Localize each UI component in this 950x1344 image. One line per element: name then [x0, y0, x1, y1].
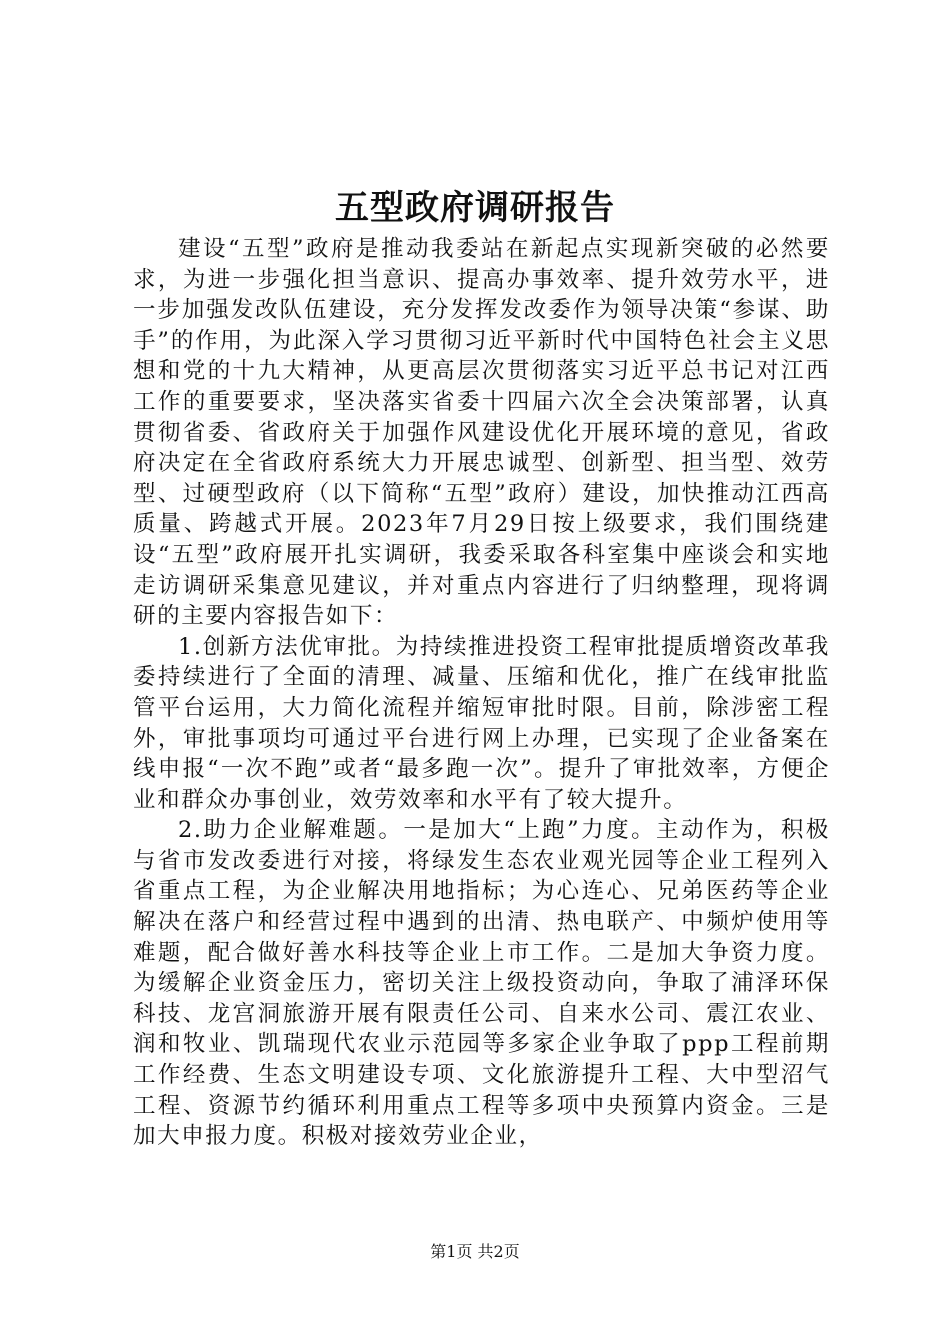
document-body [133, 234, 830, 1152]
section-2-paragraph: 2.助力企业解难题。一是加大“上跑”力度。主动作为，积极与省市发改委进行对接，将绿发生态农业观光园等企业工程列入省重点工程，为企业解决用地指标；为心连心、兄弟医药等企业解决在落户和经营过程中遇到的出清、热电联产、中频炉使用等难题，配合做好善水科技等企业上市工作。二是加大争资力度。为缓解企业资金压力，密切关注上级投资动向，争取了浦泽环保科技、龙宫洞旅游开展有限责任公司、自来水公司、震江农业、润和牧业、凯瑞现代农业示范园等多家企业争取了ppp工程前期工作经费、生态文明建设专项、文化旅游提升工程、大中型沼气工程、资源节约循环利用重点工程等多项中央预算内资金。三是加大申报力度。积极对接效劳业企业， [133, 817, 830, 1150]
intro-paragraph: 建设“五型”政府是推动我委站在新起点实现新突破的必然要求，为进一步强化担当意识、提高办事效率、提升效劳水平，进一步加强发改队伍建设，充分发挥发改委作为领导决策“参谋、助手”的作用，为此深入学习贯彻习近平新时代中国特色社会主义思想和党的十九大精神，从更高层次贯彻落实习近平总书记对江西工作的重要要求，坚决落实省委十四届六次全会决策部署，认真贯彻省委、省政府关于加强作风建设优化开展环境的意见，省政府决定在全省政府系统大力开展忠诚型、创新型、担当型、效劳型、过硬型政府（以下简称“五型”政府）建设，加快推动江西高质量、跨越式开展。2023年7月29日按上级要求，我们围绕建设“五型”政府展开扎实调研，我委采取各科室集中座谈会和实地走访调研采集意见建议，并对重点内容进行了归纳整理，现将调研的主要内容报告如下： [133, 236, 830, 630]
page-footer: 第1页 共2页 [430, 1242, 520, 1261]
section-1-paragraph: 1.创新方法优审批。为持续推进投资工程审批提质增资改革我委持续进行了全面的清理、减量、压缩和优化，推广在线审批监管平台运用，大力简化流程并缩短审批时限。目前，除涉密工程外，审批事项均可通过平台进行网上办理，已实现了企业备案在线申报“一次不跑”或者“最多跑一次”。提升了审批效率，方便企业和群众办事创业，效劳效率和水平有了较大提升。 [133, 633, 830, 813]
document-title: 五型政府调研报告 [335, 188, 615, 228]
